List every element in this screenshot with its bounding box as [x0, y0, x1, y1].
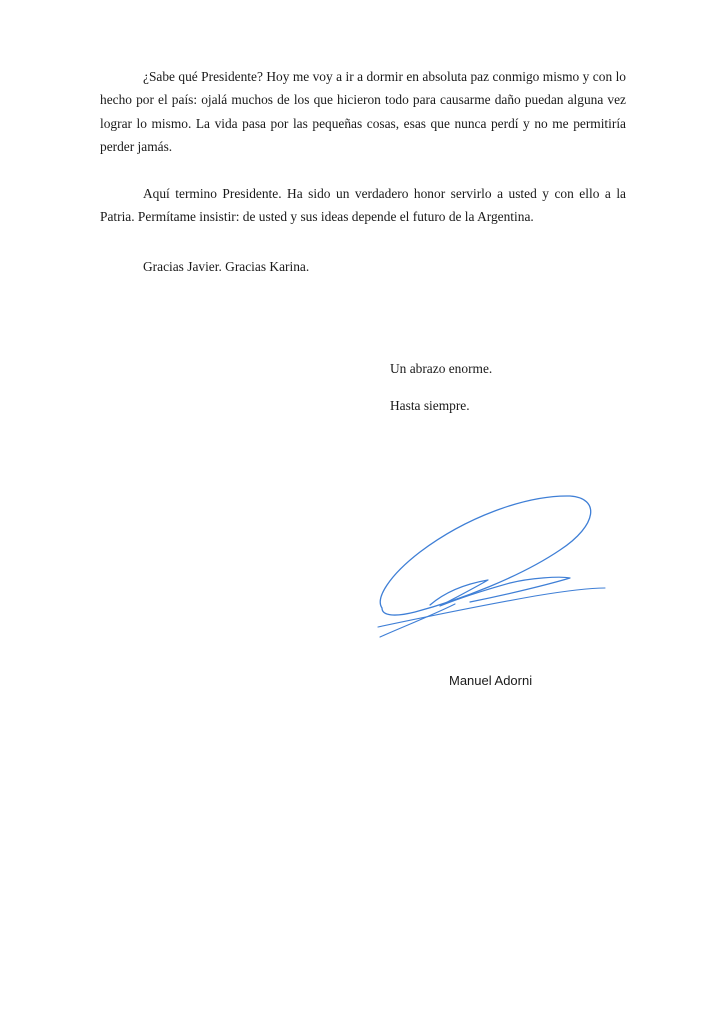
handwritten-signature [360, 480, 620, 650]
letter-paragraph-1: ¿Sabe qué Presidente? Hoy me voy a ir a dormir en absoluta paz conmigo mismo y con lo hecho por el país: ojalá muchos de los que hicieron todo para causarme daño puedan alguna vez lograr lo mismo. La vida pasa por las pequeñas cosas, esas que nunca perdí y no me permitiría perder jamás. [100, 69, 626, 154]
letter-paragraph-3: Gracias Javier. Gracias Karina. [143, 259, 310, 274]
closing-line-1: Un abrazo enorme. [390, 361, 493, 376]
signature-baseline-stroke [378, 588, 605, 627]
signature-loop-stroke [380, 496, 590, 615]
signature-tail-stroke [380, 604, 455, 637]
letter-paragraph-2: Aquí termino Presidente. Ha sido un verdadero honor servirlo a usted y con ello a la Patria. Permítame insistir: de usted y sus ideas depende el futuro de la Argentina. [100, 186, 626, 225]
signer-name: Manuel Adorni [449, 673, 533, 688]
closing-line-2: Hasta siempre. [390, 398, 470, 413]
